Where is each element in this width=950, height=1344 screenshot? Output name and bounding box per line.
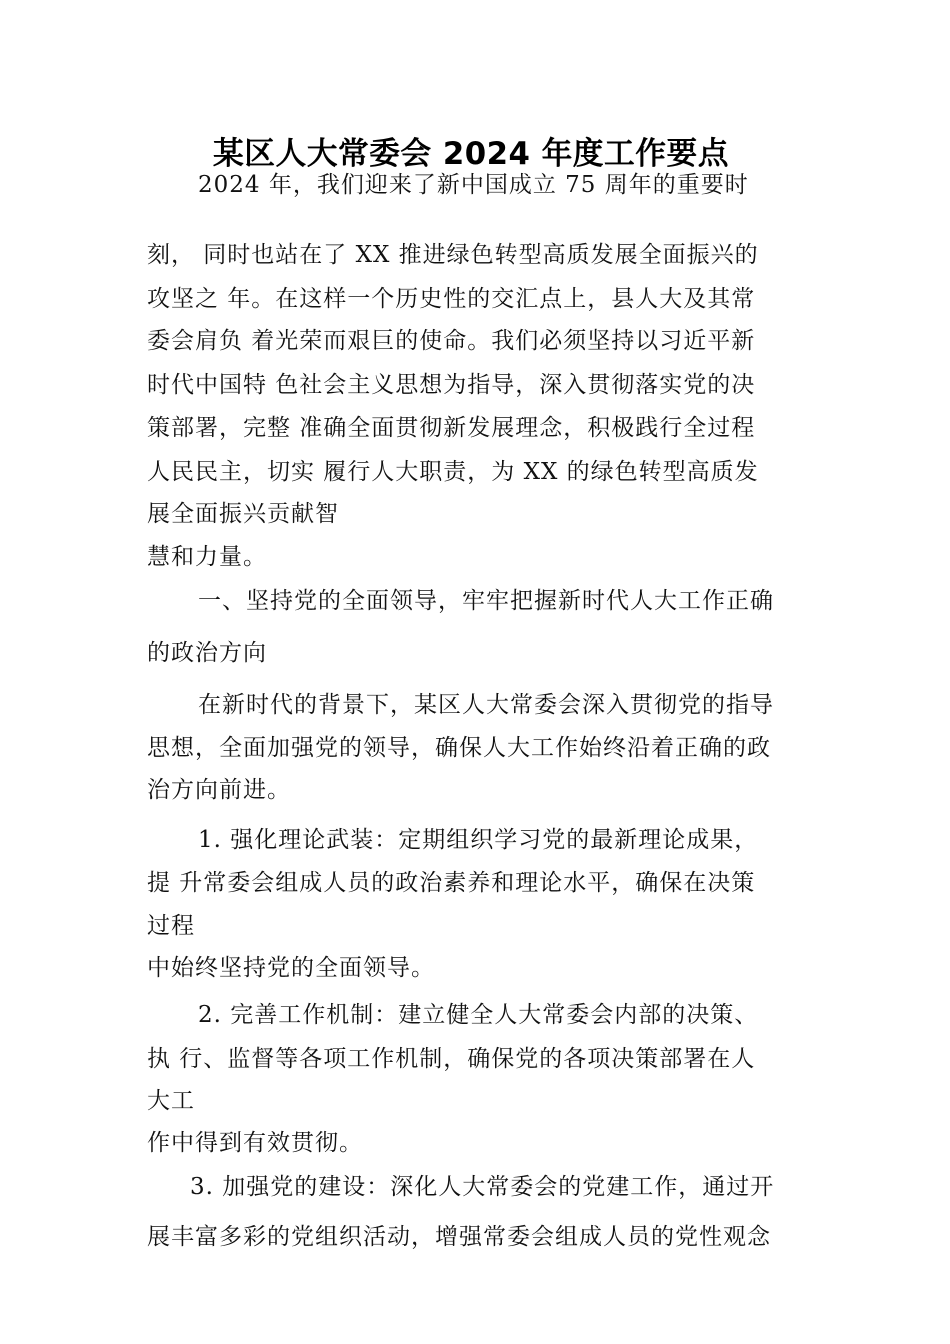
list-item-line: 作中得到有效贯彻。 bbox=[147, 1130, 363, 1156]
list-item-line: 过程 bbox=[147, 913, 195, 939]
text-line: 策部署，完整 准确全面贯彻新发展理念，积极践行全过程 bbox=[147, 415, 756, 441]
list-item-line: 提 升常委会组成人员的政治素养和理论水平，确保在决策 bbox=[147, 870, 756, 896]
text-line: 委会肩负 着光荣而艰巨的使命。我们必须坚持以习近平新 bbox=[147, 328, 756, 354]
list-item-line: 大工 bbox=[147, 1088, 195, 1114]
text-line: 攻坚之 年。在这样一个历史性的交汇点上，县人大及其常 bbox=[147, 286, 756, 312]
text-line: 时代中国特 色社会主义思想为指导，深入贯彻落实党的决 bbox=[147, 372, 756, 398]
list-item-line: 1. 强化理论武装：定期组织学习党的最新理论成果， bbox=[198, 827, 759, 853]
text-line: 思想，全面加强党的领导，确保人大工作始终沿着正确的政 bbox=[147, 735, 771, 761]
list-item-line: 展丰富多彩的党组织活动，增强常委会组成人员的党性观念 bbox=[147, 1224, 771, 1250]
document-title: 某区人大常委会 2024 年度工作要点 bbox=[213, 136, 729, 172]
text-line: 慧和力量。 bbox=[147, 544, 267, 570]
list-item-line: 执 行、监督等各项工作机制，确保党的各项决策部署在人 bbox=[147, 1046, 756, 1072]
section-heading: 一、坚持党的全面领导，牢牢把握新时代人大工作正确 bbox=[198, 588, 774, 614]
list-item-line: 3. 加强党的建设：深化人大常委会的党建工作，通过开 bbox=[190, 1174, 775, 1200]
list-item-line: 中始终坚持党的全面领导。 bbox=[147, 955, 435, 981]
list-item-line: 2. 完善工作机制：建立健全人大常委会内部的决策、 bbox=[198, 1002, 759, 1028]
text-line: 刻， 同时也站在了 XX 推进绿色转型高质发展全面振兴的 bbox=[147, 242, 759, 268]
text-line: 展全面振兴贡献智 bbox=[147, 501, 339, 527]
text-line: 治方向前进。 bbox=[147, 777, 291, 803]
text-line: 2024 年，我们迎来了新中国成立 75 周年的重要时 bbox=[198, 172, 749, 198]
text-line: 人民民主，切实 履行人大职责，为 XX 的绿色转型高质发 bbox=[147, 459, 759, 485]
text-line: 在新时代的背景下，某区人大常委会深入贯彻党的指导 bbox=[198, 692, 774, 718]
section-heading: 的政治方向 bbox=[147, 640, 267, 666]
